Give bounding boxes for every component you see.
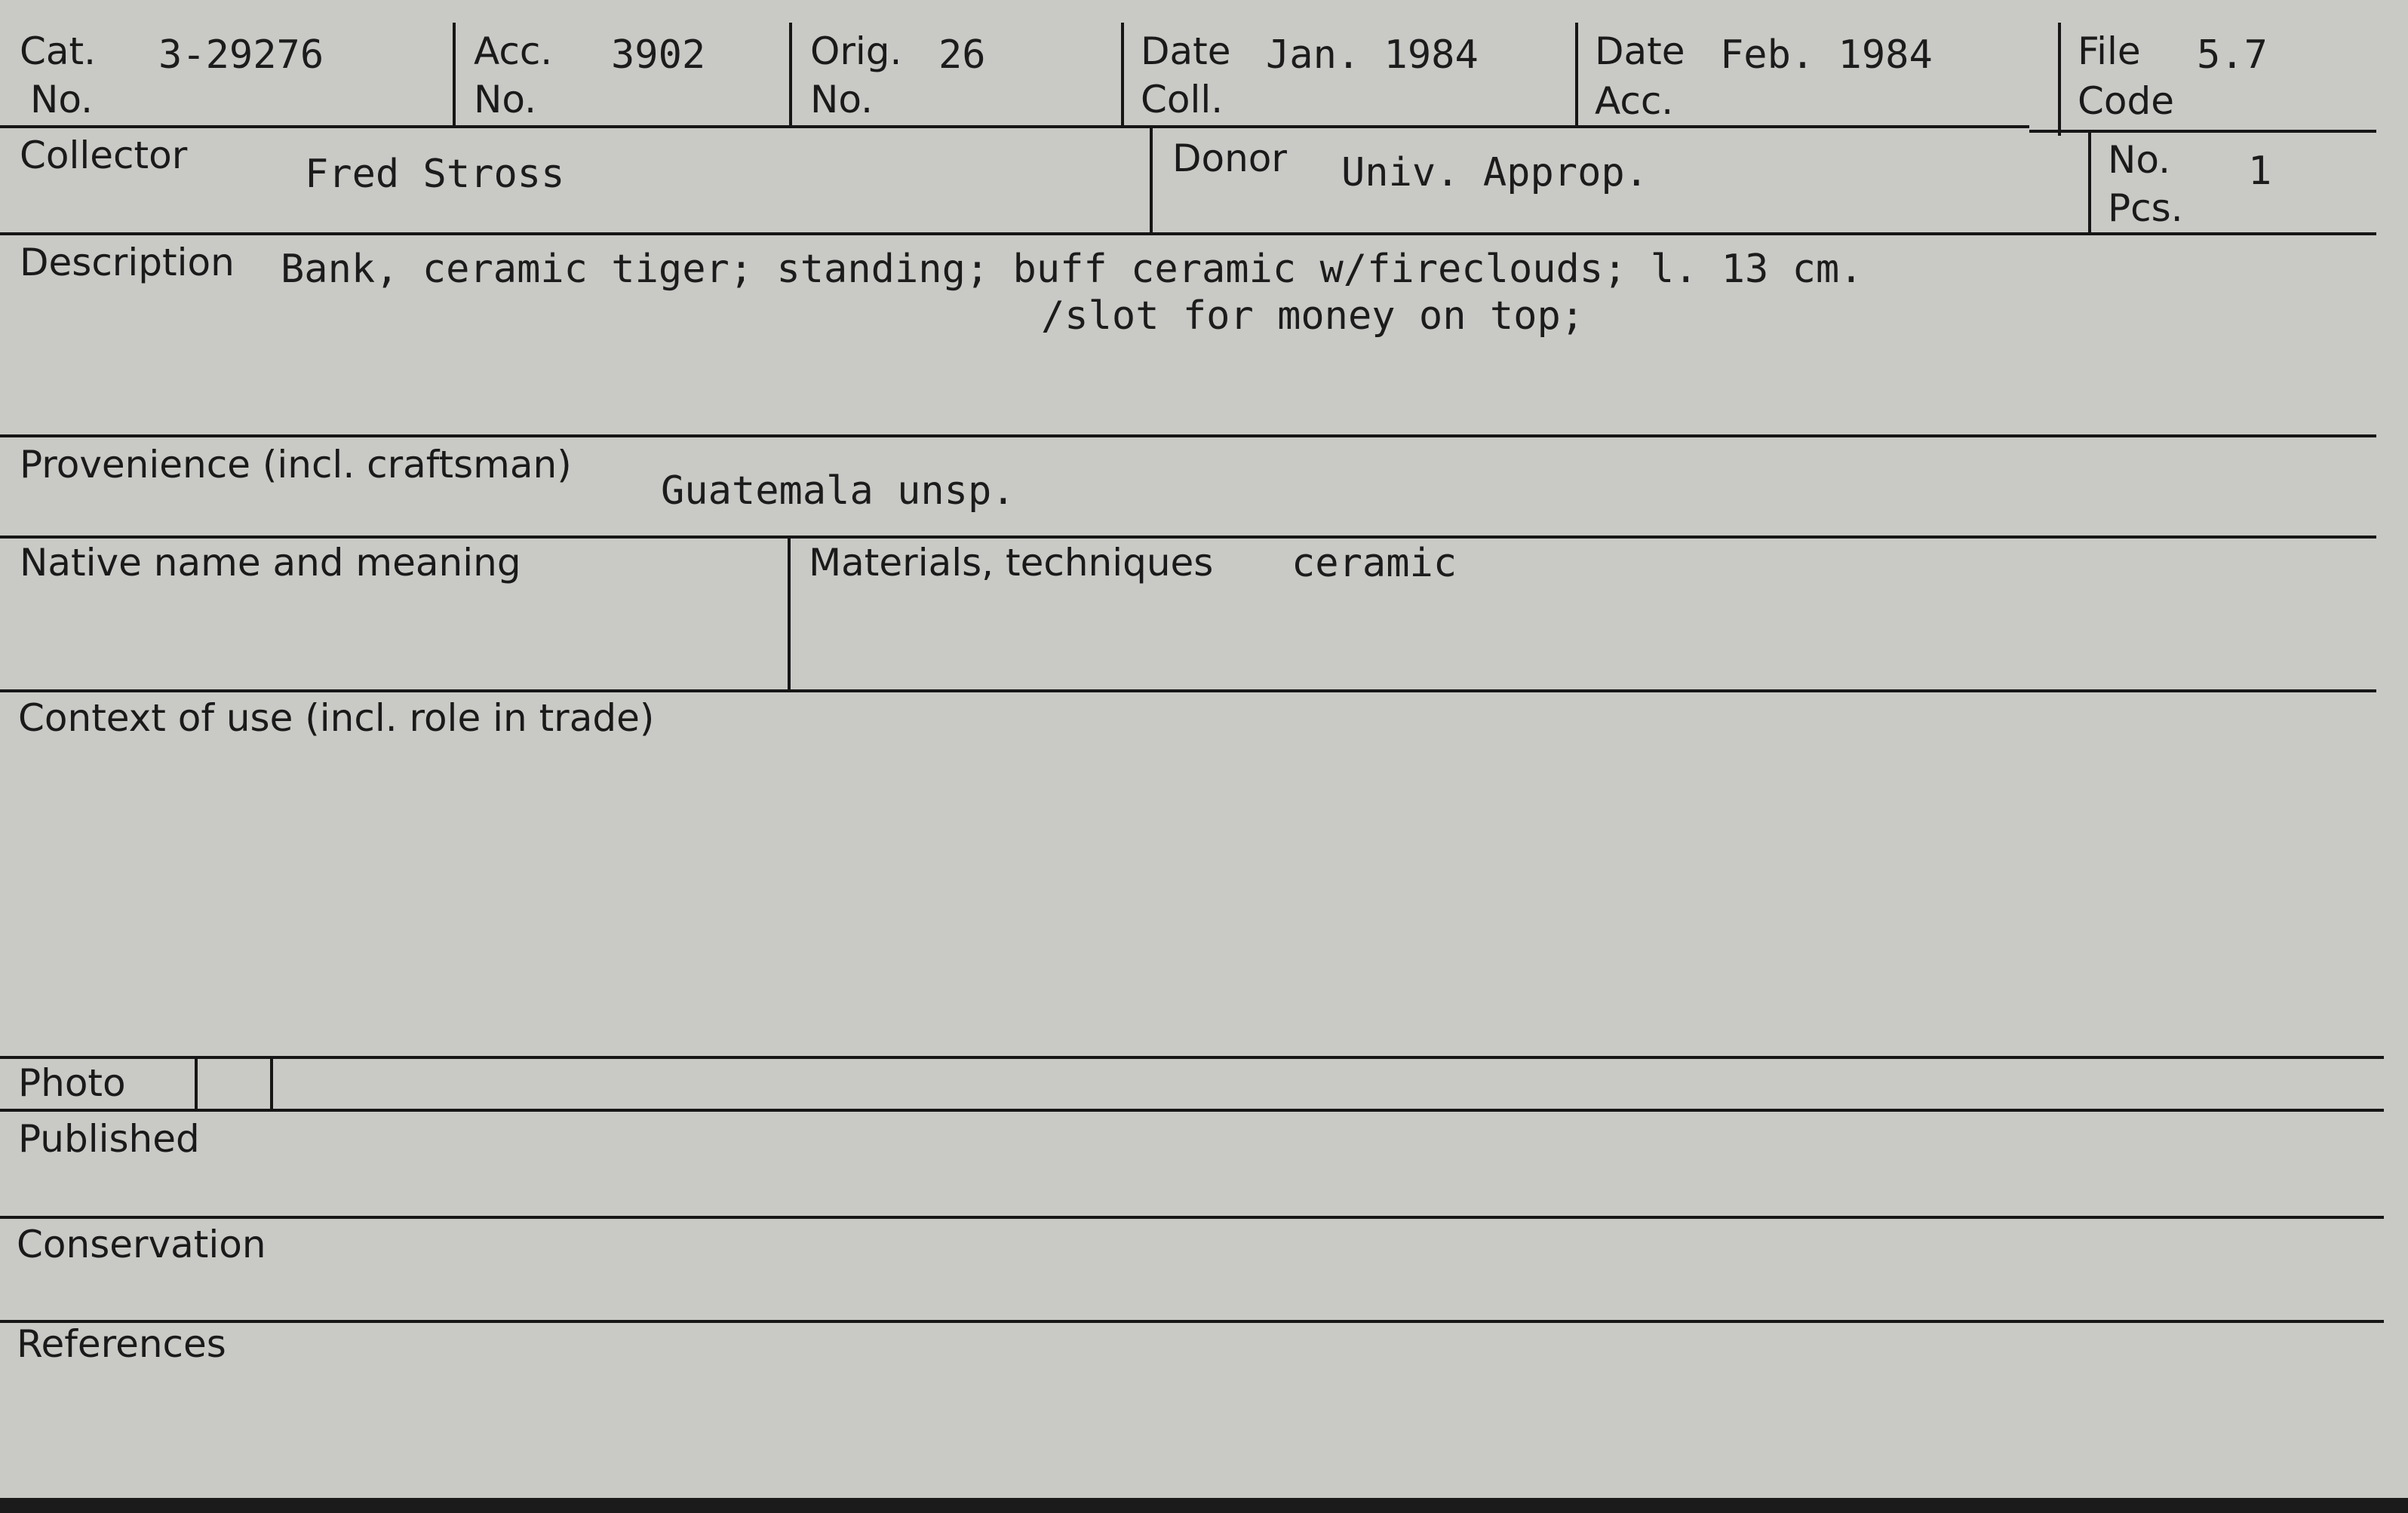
rule-header-sep-1: [453, 23, 456, 127]
references-label: References: [17, 1322, 226, 1366]
provenience-value: Guatemala unsp.: [661, 468, 1015, 514]
rule-collector-donor-sep: [1150, 127, 1153, 234]
file-code-label-2: Code: [2078, 79, 2175, 123]
rule-native-bottom: [0, 689, 2376, 692]
rule-conservation-bottom: [0, 1320, 2384, 1323]
date-coll-label-1: Date: [1141, 29, 1231, 73]
collector-value: Fred Stross: [305, 152, 565, 197]
native-name-label: Native name and meaning: [20, 541, 521, 585]
rule-header-bottom: [0, 125, 2029, 128]
rule-header-sep-2: [789, 23, 792, 127]
rule-collector-bottom: [0, 232, 2376, 235]
published-label: Published: [18, 1117, 200, 1161]
collector-label: Collector: [20, 134, 188, 177]
no-pcs-label-1: No.: [2108, 138, 2171, 182]
donor-value: Univ. Approp.: [1341, 150, 1648, 195]
file-code-value: 5.7: [2197, 32, 2268, 78]
rule-photo-box-1: [195, 1057, 198, 1110]
cat-no-label-2: No.: [30, 78, 94, 121]
rule-donor-pcs-sep: [2088, 131, 2091, 234]
photo-label: Photo: [18, 1061, 126, 1105]
description-label: Description: [20, 241, 235, 284]
date-acc-label-2: Acc.: [1595, 79, 1674, 123]
rule-header-bottom-right: [2029, 130, 2376, 133]
date-acc-label-1: Date: [1595, 29, 1685, 73]
conservation-label: Conservation: [17, 1223, 266, 1266]
orig-no-value: 26: [938, 32, 986, 78]
rule-header-sep-4: [1575, 23, 1578, 127]
rule-header-sep-3: [1121, 23, 1124, 127]
date-acc-value: Feb. 1984: [1720, 32, 1933, 78]
materials-value: ceramic: [1292, 541, 1457, 586]
rule-context-bottom: [0, 1056, 2384, 1059]
acc-no-value: 3902: [611, 32, 706, 78]
rule-published-bottom: [0, 1216, 2384, 1219]
rule-header-sep-5: [2058, 23, 2061, 136]
description-line-1: Bank, ceramic tiger; standing; buff ceramic w/fireclouds; l. 13 cm.: [281, 247, 1863, 292]
rule-description-bottom: [0, 434, 2376, 437]
card-bottom-edge: [0, 1498, 2408, 1513]
cat-no-value: 3-29276: [158, 32, 324, 78]
orig-no-label-2: No.: [810, 78, 874, 121]
no-pcs-value: 1: [2248, 149, 2272, 194]
no-pcs-label-2: Pcs.: [2108, 186, 2183, 230]
acc-no-label-1: Acc.: [474, 29, 553, 73]
orig-no-label-1: Orig.: [810, 29, 902, 73]
date-coll-label-2: Coll.: [1141, 78, 1224, 121]
cat-no-label-1: Cat.: [20, 29, 97, 73]
acc-no-label-2: No.: [474, 78, 537, 121]
rule-native-materials-sep: [788, 537, 791, 691]
date-coll-value: Jan. 1984: [1266, 32, 1479, 78]
context-label: Context of use (incl. role in trade): [18, 696, 655, 740]
materials-label: Materials, techniques: [809, 541, 1214, 585]
rule-photo-box-2: [270, 1057, 273, 1110]
rule-photo-bottom: [0, 1109, 2384, 1112]
description-line-2: /slot for money on top;: [1041, 293, 1585, 339]
donor-label: Donor: [1172, 137, 1287, 180]
provenience-label: Provenience (incl. craftsman): [20, 443, 572, 486]
rule-provenience-bottom: [0, 536, 2376, 539]
file-code-label-1: File: [2078, 29, 2141, 73]
